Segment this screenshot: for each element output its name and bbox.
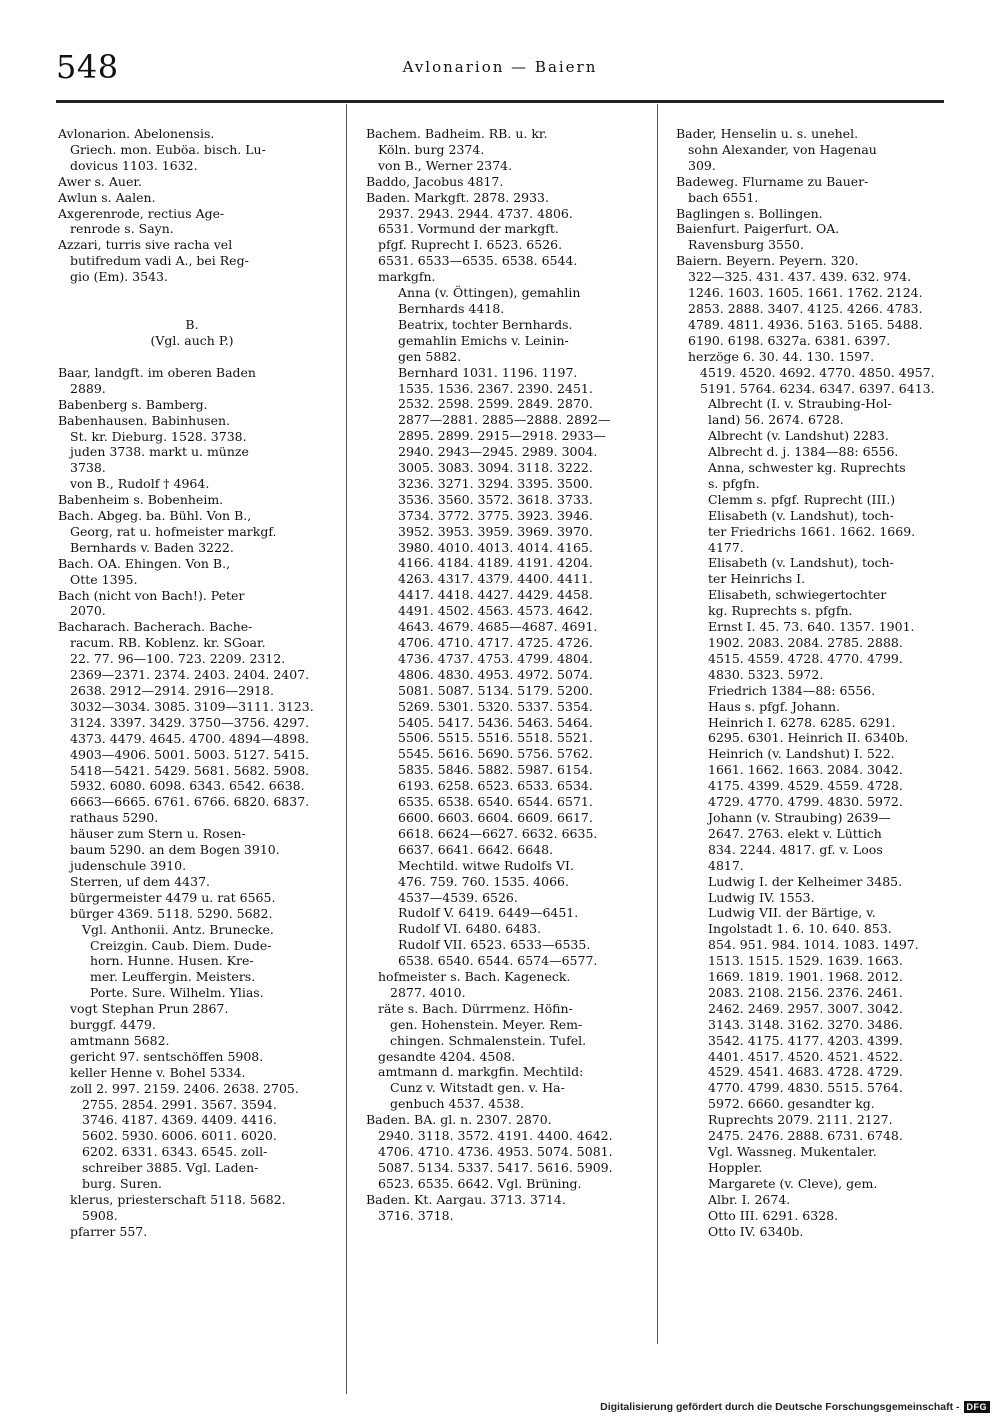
index-entry-line: Baden. Markgft. 2878. 2933.: [366, 189, 549, 205]
index-entry-line: 2755. 2854. 2991. 3567. 3594.: [82, 1096, 277, 1112]
index-entry-line: Elisabeth (v. Landshut), toch-: [708, 507, 894, 523]
index-entry-line: vogt Stephan Prun 2867.: [70, 1001, 229, 1017]
index-entry-line: Haus s. pfgf. Johann.: [708, 698, 841, 714]
index-entry-line: Babenheim s. Bobenheim.: [58, 492, 224, 508]
index-entry-line: 6202. 6331. 6343. 6545. zoll-: [82, 1144, 268, 1160]
index-entry-line: bürger 4369. 5118. 5290. 5682.: [70, 905, 273, 921]
index-entry-line: Bernhards 4418.: [398, 300, 505, 316]
index-entry-line: Mechtild. witwe Rudolfs VI.: [398, 857, 574, 873]
index-entry-line: keller Henne v. Bohel 5334.: [70, 1064, 246, 1080]
index-entry-line: Georg, rat u. hofmeister markgf.: [70, 523, 277, 539]
index-entry-line: von B., Werner 2374.: [378, 157, 513, 173]
index-entry-line: Friedrich 1384—88: 6556.: [708, 682, 876, 698]
index-entry-line: 4537—4539. 6526.: [398, 889, 518, 905]
index-entry-line: 4736. 4737. 4753. 4799. 4804.: [398, 650, 593, 666]
index-entry-line: 5602. 5930. 6006. 6011. 6020.: [82, 1128, 277, 1144]
footer-text: Digitalisierung gefördert durch die Deutsche Forschungsgemeinschaft -: [600, 1401, 960, 1413]
running-title: Avlonarion — Baiern: [402, 58, 598, 76]
index-entry-line: 4770. 4799. 4830. 5515. 5764.: [708, 1080, 903, 1096]
index-entry-line: Porte. Sure. Wilhelm. Ylias.: [90, 985, 264, 1001]
index-entry-line: 6637. 6641. 6642. 6648.: [398, 841, 554, 857]
index-entry-line: Heinrich (v. Landshut) I. 522.: [708, 746, 895, 762]
index-entry-line: 1246. 1603. 1605. 1661. 1762. 2124.: [688, 285, 923, 301]
index-entry-line: 3734. 3772. 3775. 3923. 3946.: [398, 507, 593, 523]
index-entry-line: 2647. 2763. elekt v. Lüttich: [708, 825, 882, 841]
index-entry-line: herzöge 6. 30. 44. 130. 1597.: [688, 348, 875, 364]
index-entry-line: 5506. 5515. 5516. 5518. 5521.: [398, 730, 593, 746]
index-entry-line: sohn Alexander, von Hagenau: [688, 141, 877, 157]
index-entry-line: 4177.: [708, 539, 744, 555]
column-divider-right: [657, 104, 658, 1344]
index-entry-line: Clemm s. pfgf. Ruprecht (III.): [708, 491, 896, 507]
index-entry-line: renrode s. Sayn.: [70, 221, 174, 237]
index-entry-line: 4166. 4184. 4189. 4191. 4204.: [398, 555, 593, 571]
index-entry-line: 2462. 2469. 2957. 3007. 3042.: [708, 1000, 903, 1016]
index-entry-line: 3536. 3560. 3572. 3618. 3733.: [398, 491, 593, 507]
index-entry-line: 3124. 3397. 3429. 3750—3756. 4297.: [70, 714, 310, 730]
index-entry-line: Avlonarion. Abelonensis.: [58, 126, 215, 141]
index-entry-line: Bach. OA. Ehingen. Von B.,: [58, 555, 231, 571]
index-entry-line: 2877. 4010.: [390, 984, 466, 1000]
index-entry-line: Ludwig IV. 1553.: [708, 889, 815, 905]
index-entry-line: 4706. 4710. 4717. 4725. 4726.: [398, 635, 593, 650]
index-entry-line: 4529. 4541. 4683. 4728. 4729.: [708, 1064, 903, 1080]
index-entry-line: 6600. 6603. 6604. 6609. 6617.: [398, 809, 593, 825]
section-heading: B.: [185, 317, 199, 333]
index-entry-line: St. kr. Dieburg. 1528. 3738.: [70, 428, 247, 444]
index-entry-line: 3746. 4187. 4369. 4409. 4416.: [82, 1112, 277, 1128]
index-entry-line: gemahlin Emichs v. Leinin-: [398, 332, 569, 348]
index-entry-line: 6535. 6538. 6540. 6544. 6571.: [398, 794, 593, 810]
index-entry-line: 3005. 3083. 3094. 3118. 3222.: [398, 460, 593, 476]
spacer: [58, 349, 326, 365]
index-entry-line: zoll 2. 997. 2159. 2406. 2638. 2705.: [70, 1080, 299, 1096]
index-entry-line: 4706. 4710. 4736. 4953. 5074. 5081.: [378, 1144, 613, 1159]
index-entry-line: bürgermeister 4479 u. rat 6565.: [70, 889, 276, 905]
index-entry-line: 5191. 5764. 6234. 6347. 6397. 6413.: [700, 380, 935, 396]
index-entry-line: kg. Ruprechts s. pfgfn.: [708, 603, 853, 619]
index-entry-line: 3032—3034. 3085. 3109—3111. 3123.: [70, 698, 314, 714]
index-entry-line: 4373. 4479. 4645. 4700. 4894—4898.: [70, 730, 310, 746]
index-entry-line: 4491. 4502. 4563. 4573. 4642.: [398, 603, 593, 619]
index-entry-line: Awer s. Auer.: [58, 173, 142, 189]
index-entry-line: Creizgin. Caub. Diem. Dude-: [90, 937, 272, 953]
index-entry-line: 5269. 5301. 5320. 5337. 5354.: [398, 698, 593, 714]
index-entry-line: Heinrich I. 6278. 6285. 6291.: [708, 714, 896, 730]
index-entry-line: 4806. 4830. 4953. 4972. 5074.: [398, 666, 593, 682]
index-entry-line: 476. 759. 760. 1535. 4066.: [398, 873, 569, 889]
index-entry-line: 6663—6665. 6761. 6766. 6820. 6837.: [70, 794, 310, 810]
index-entry-line: Baddo, Jacobus 4817.: [366, 173, 504, 189]
index-entry-line: Babenhausen. Babinhusen.: [58, 412, 231, 428]
index-entry-line: 1661. 1662. 1663. 2084. 3042.: [708, 762, 903, 778]
index-entry-line: Vgl. Wassneg. Mukentaler.: [708, 1144, 877, 1159]
index-entry-line: Ruprechts 2079. 2111. 2127.: [708, 1112, 893, 1128]
index-entry-line: Bernhards v. Baden 3222.: [70, 539, 234, 555]
index-entry-line: Rudolf V. 6419. 6449—6451.: [398, 905, 579, 921]
section-heading: (Vgl. auch P.): [150, 332, 234, 348]
column-divider-left: [346, 104, 347, 1394]
index-entry-line: mer. Leuffergin. Meisters.: [90, 969, 256, 985]
index-entry-line: Baiern. Beyern. Peyern. 320.: [676, 253, 859, 269]
index-entry-line: 4643. 4679. 4685—4687. 4691.: [398, 619, 598, 635]
index-column-2: [366, 126, 638, 1224]
index-entry-line: gen 5882.: [398, 348, 462, 364]
index-entry-line: schreiber 3885. Vgl. Laden-: [82, 1160, 259, 1176]
index-entry-line: rathaus 5290.: [70, 810, 159, 826]
index-entry-line: 1669. 1819. 1901. 1968. 2012.: [708, 969, 903, 985]
spacer: [58, 285, 326, 301]
index-entry-line: Albr. I. 2674.: [708, 1191, 791, 1207]
index-entry-line: Bachem. Badheim. RB. u. kr.: [366, 126, 548, 141]
index-entry-line: Bach (nicht von Bach!). Peter: [58, 587, 245, 603]
index-entry-line: Ingolstadt 1. 6. 10. 640. 853.: [708, 921, 892, 937]
index-entry-line: 5932. 6080. 6098. 6343. 6542. 6638.: [70, 778, 305, 794]
footer-credit: [600, 1401, 990, 1413]
index-entry-line: räte s. Bach. Dürrmenz. Höfin-: [378, 1000, 573, 1016]
index-entry-line: dovicus 1103. 1632.: [70, 157, 198, 173]
index-entry-line: 4903—4906. 5001. 5003. 5127. 5415.: [70, 746, 310, 762]
index-entry-line: Ludwig I. der Kelheimer 3485.: [708, 873, 903, 889]
index-entry-line: Johann (v. Straubing) 2639—: [708, 809, 891, 825]
index-entry-line: ter Friedrichs 1661. 1662. 1669.: [708, 523, 916, 539]
index-entry-line: Baden. BA. gl. n. 2307. 2870.: [366, 1112, 552, 1128]
index-entry-line: 2877—2881. 2885—2888. 2892—: [398, 412, 611, 428]
index-entry-line: Hoppler.: [708, 1159, 763, 1175]
index-entry-line: Babenberg s. Bamberg.: [58, 396, 208, 412]
index-entry-line: Ernst I. 45. 73. 640. 1357. 1901.: [708, 619, 915, 635]
index-entry-line: 5908.: [82, 1207, 118, 1223]
page-number: 548: [56, 48, 119, 86]
index-entry-line: Sterren, uf dem 4437.: [70, 873, 210, 889]
index-entry-line: 3738.: [70, 460, 106, 476]
index-entry-line: von B., Rudolf † 4964.: [70, 476, 210, 492]
index-entry-line: s. pfgfn.: [708, 475, 760, 491]
index-entry-line: Rudolf VII. 6523. 6533—6535.: [398, 937, 591, 953]
index-entry-line: racum. RB. Koblenz. kr. SGoar.: [70, 635, 266, 651]
index-entry-line: 1902. 2083. 2084. 2785. 2888.: [708, 635, 903, 650]
index-entry-line: Anna, schwester kg. Ruprechts: [708, 460, 906, 476]
index-entry-line: hofmeister s. Bach. Kageneck.: [378, 969, 571, 985]
index-entry-line: 5405. 5417. 5436. 5463. 5464.: [398, 714, 593, 730]
index-column-3: [676, 126, 944, 1239]
index-entry-line: Ludwig VII. der Bärtige, v.: [708, 905, 876, 921]
index-entry-line: Badeweg. Flurname zu Bauer-: [676, 173, 869, 189]
index-entry-line: 5972. 6660. gesandter kg.: [708, 1096, 875, 1112]
index-entry-line: Bacharach. Bacherach. Bache-: [58, 619, 253, 635]
index-entry-line: 3542. 4175. 4177. 4203. 4399.: [708, 1032, 903, 1048]
index-entry-line: 6193. 6258. 6523. 6533. 6534.: [398, 778, 593, 794]
index-entry-line: burggf. 4479.: [70, 1017, 156, 1033]
index-entry-line: gericht 97. sentschöffen 5908.: [70, 1048, 264, 1064]
index-entry-line: markgfn.: [378, 269, 436, 285]
index-entry-line: genbuch 4537. 4538.: [390, 1096, 525, 1112]
index-entry-line: amtmann 5682.: [70, 1032, 170, 1048]
index-entry-line: Baden. Kt. Aargau. 3713. 3714.: [366, 1191, 566, 1207]
index-entry-line: 3143. 3148. 3162. 3270. 3486.: [708, 1016, 903, 1032]
index-entry-line: Köln. burg 2374.: [378, 141, 485, 157]
index-entry-line: 3952. 3953. 3959. 3969. 3970.: [398, 523, 593, 539]
index-entry-line: 834. 2244. 4817. gf. v. Loos: [708, 841, 883, 857]
index-entry-line: 2937. 2943. 2944. 4737. 4806.: [378, 205, 573, 221]
index-entry-line: land) 56. 2674. 6728.: [708, 412, 844, 428]
index-entry-line: Otto IV. 6340b.: [708, 1223, 804, 1239]
index-entry-line: Bach. Abgeg. ba. Bühl. Von B.,: [58, 508, 252, 524]
index-entry-line: 2940. 3118. 3572. 4191. 4400. 4642.: [378, 1128, 613, 1144]
index-entry-line: Anna (v. Öttingen), gemahlin: [398, 285, 581, 301]
index-entry-line: Baienfurt. Paigerfurt. OA.: [676, 221, 840, 237]
index-entry-line: butifredum vadi A., bei Reg-: [70, 253, 249, 269]
index-entry-line: 2532. 2598. 2599. 2849. 2870.: [398, 396, 593, 412]
index-entry-line: burg. Suren.: [82, 1176, 162, 1192]
index-entry-line: Otte 1395.: [70, 571, 138, 587]
index-entry-line: 5081. 5087. 5134. 5179. 5200.: [398, 682, 593, 698]
index-entry-line: 6618. 6624—6627. 6632. 6635.: [398, 825, 598, 841]
index-entry-line: Baar, landgft. im oberen Baden: [58, 364, 256, 380]
index-entry-line: 5545. 5616. 5690. 5756. 5762.: [398, 746, 593, 762]
index-entry-line: chingen. Schmalenstein. Tufel.: [390, 1032, 587, 1048]
spacer: [58, 301, 326, 317]
index-entry-line: 3236. 3271. 3294. 3395. 3500.: [398, 475, 593, 491]
index-entry-line: Beatrix, tochter Bernhards.: [398, 316, 573, 332]
index-entry-line: bach 6551.: [688, 189, 759, 205]
index-entry-line: 2638. 2912—2914. 2916—2918.: [70, 683, 274, 698]
index-entry-line: gesandte 4204. 4508.: [378, 1048, 516, 1064]
index-entry-line: amtmann d. markgfin. Mechtild:: [378, 1064, 584, 1080]
index-entry-line: 2895. 2899. 2915—2918. 2933—: [398, 428, 606, 444]
index-entry-line: 1513. 1515. 1529. 1639. 1663.: [708, 953, 903, 969]
index-entry-line: Bader, Henselin u. s. unehel.: [676, 126, 859, 141]
index-entry-line: 4263. 4317. 4379. 4400. 4411.: [398, 571, 593, 587]
index-entry-line: 4417. 4418. 4427. 4429. 4458.: [398, 587, 593, 603]
index-entry-line: 4401. 4517. 4520. 4521. 4522.: [708, 1048, 903, 1064]
index-entry-line: Cunz v. Witstadt gen. v. Ha-: [390, 1080, 565, 1096]
index-entry-line: 5087. 5134. 5337. 5417. 5616. 5909.: [378, 1159, 613, 1175]
dfg-logo: DFG: [964, 1401, 991, 1413]
index-entry-line: 1535. 1536. 2367. 2390. 2451.: [398, 380, 593, 396]
index-entry-line: 6523. 6535. 6642. Vgl. Brüning.: [378, 1175, 582, 1191]
index-entry-line: 309.: [688, 157, 716, 173]
index-entry-line: 6190. 6198. 6327a. 6381. 6397.: [688, 332, 891, 348]
index-entry-line: 3980. 4010. 4013. 4014. 4165.: [398, 539, 593, 555]
index-entry-line: 6531. 6533—6535. 6538. 6544.: [378, 253, 578, 269]
index-entry-line: Axgerenrode, rectius Age-: [58, 205, 225, 221]
index-column-1: [58, 126, 326, 1240]
index-entry-line: Rudolf VI. 6480. 6483.: [398, 921, 542, 937]
index-entry-line: Griech. mon. Euböa. bisch. Lu-: [70, 141, 266, 157]
index-entry-line: Albrecht d. j. 1384—88: 6556.: [708, 444, 899, 460]
index-entry-line: 2475. 2476. 2888. 6731. 6748.: [708, 1128, 903, 1144]
index-entry-line: 854. 951. 984. 1014. 1083. 1497.: [708, 937, 919, 953]
index-entry-line: häuser zum Stern u. Rosen-: [70, 826, 246, 842]
index-entry-line: horn. Hunne. Husen. Kre-: [90, 953, 254, 969]
index-entry-line: 5835. 5846. 5882. 5987. 6154.: [398, 762, 593, 778]
index-entry-line: Margarete (v. Cleve), gem.: [708, 1175, 878, 1191]
index-entry-line: 3716. 3718.: [378, 1207, 454, 1223]
index-entry-line: 4519. 4520. 4692. 4770. 4850. 4957.: [700, 364, 935, 380]
index-entry-line: Awlun s. Aalen.: [58, 189, 156, 205]
index-entry-line: 2853. 2888. 3407. 4125. 4266. 4783.: [688, 300, 923, 316]
index-entry-line: 4729. 4770. 4799. 4830. 5972.: [708, 794, 903, 810]
index-entry-line: Otto III. 6291. 6328.: [708, 1207, 839, 1223]
index-entry-line: 2369—2371. 2374. 2403. 2404. 2407.: [70, 667, 310, 683]
index-entry-line: judenschule 3910.: [70, 857, 187, 873]
index-entry-line: 6295. 6301. Heinrich II. 6340b.: [708, 730, 909, 746]
index-entry-line: ter Heinrichs I.: [708, 571, 806, 587]
index-entry-line: 6531. Vormund der markgft.: [378, 221, 559, 237]
index-entry-line: Vgl. Anthonii. Antz. Brunecke.: [82, 921, 274, 937]
index-entry-line: pfgf. Ruprecht I. 6523. 6526.: [378, 237, 563, 253]
index-entry-line: 2940. 2943—2945. 2989. 3004.: [398, 444, 598, 460]
header-rule: [56, 100, 944, 103]
index-entry-line: 5418—5421. 5429. 5681. 5682. 5908.: [70, 762, 310, 778]
index-entry-line: Baglingen s. Bollingen.: [676, 205, 823, 221]
index-entry-line: 4789. 4811. 4936. 5163. 5165. 5488.: [688, 316, 923, 332]
index-entry-line: Elisabeth, schwiegertochter: [708, 587, 887, 603]
index-entry-line: gio (Em). 3543.: [70, 269, 168, 285]
index-entry-line: 4515. 4559. 4728. 4770. 4799.: [708, 650, 903, 666]
index-entry-line: Albrecht (v. Landshut) 2283.: [708, 428, 889, 444]
index-entry-line: pfarrer 557.: [70, 1223, 148, 1239]
index-entry-line: juden 3738. markt u. münze: [70, 444, 249, 460]
index-entry-line: 4175. 4399. 4529. 4559. 4728.: [708, 778, 903, 794]
index-entry-line: Azzari, turris sive racha vel: [58, 237, 233, 253]
index-entry-line: 2889.: [70, 380, 106, 396]
index-entry-line: Ravensburg 3550.: [688, 237, 804, 253]
index-entry-line: Albrecht (I. v. Straubing-Hol-: [708, 396, 892, 412]
index-entry-line: Elisabeth (v. Landshut), toch-: [708, 555, 894, 571]
index-entry-line: Bernhard 1031. 1196. 1197.: [398, 364, 578, 380]
index-entry-line: 2070.: [70, 603, 106, 619]
index-entry-line: 22. 77. 96—100. 723. 2209. 2312.: [70, 651, 286, 667]
index-entry-line: gen. Hohenstein. Meyer. Rem-: [390, 1016, 583, 1032]
index-entry-line: 6538. 6540. 6544. 6574—6577.: [398, 953, 598, 969]
index-entry-line: 4817.: [708, 857, 744, 873]
index-entry-line: 2083. 2108. 2156. 2376. 2461.: [708, 984, 903, 1000]
index-entry-line: baum 5290. an dem Bogen 3910.: [70, 842, 280, 858]
index-entry-line: 4830. 5323. 5972.: [708, 666, 824, 682]
index-entry-line: 322—325. 431. 437. 439. 632. 974.: [688, 269, 912, 285]
index-entry-line: klerus, priesterschaft 5118. 5682.: [70, 1192, 286, 1207]
